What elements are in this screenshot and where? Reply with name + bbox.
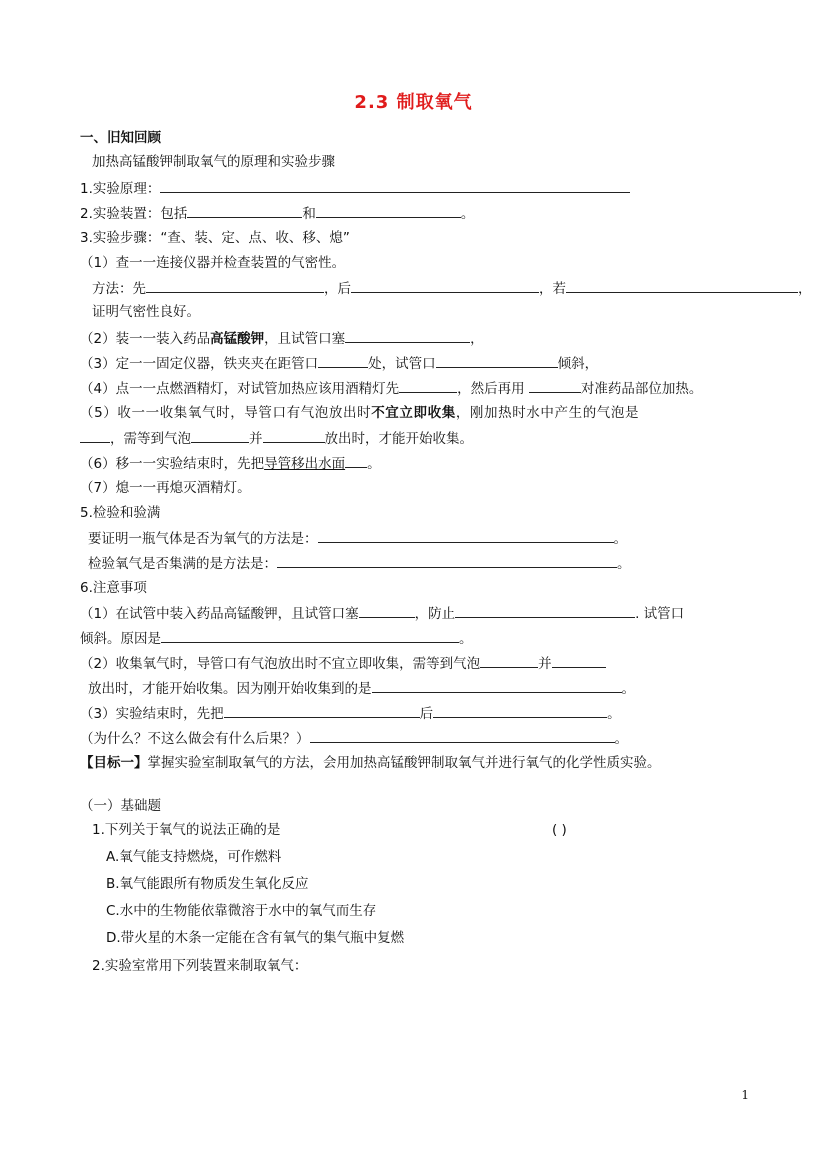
blank-light-1[interactable] [399, 378, 457, 393]
blank-note2-3[interactable] [372, 678, 622, 693]
method-line: 方法：先 ，后 ，若 ， [92, 278, 812, 299]
note-1: （1）在试管中装入药品高锰酸钾，且试管口塞 ，防止 . 试管口 [80, 603, 684, 624]
item-verify: 5.检验和验满 [80, 505, 161, 521]
blank-note3-2[interactable] [433, 703, 607, 718]
step-load: （2）装一一装入药品高锰酸钾，且试管口塞 ， [80, 328, 484, 349]
note-2-cont: 放出时，才能开始收集。因为刚开始收集到的是 。 [88, 678, 635, 699]
page-number: 1 [741, 1088, 749, 1102]
blank-principle[interactable] [160, 178, 630, 193]
goal-label: 【目标一】 [80, 755, 148, 771]
blank-note1-1[interactable] [359, 603, 415, 618]
blank-note2-2[interactable] [552, 653, 606, 668]
blank-light-2[interactable] [529, 378, 581, 393]
section-heading-review: 一、旧知回顾 [80, 130, 161, 146]
step-fix: （3）定一一固定仪器，铁夹夹在距管口 处，试管口 倾斜， [80, 353, 598, 374]
item-apparatus: 2.实验装置：包括 和 。 [80, 203, 474, 224]
blank-note3-1[interactable] [224, 703, 420, 718]
blank-fix-1[interactable] [318, 353, 368, 368]
blank-collect-3[interactable] [263, 428, 325, 443]
answer-paren[interactable]: ( ) [552, 822, 567, 838]
option-d[interactable]: D.带火星的木条一定能在含有氧气的集气瓶中复燃 [106, 930, 405, 946]
blank-note1-3[interactable] [161, 628, 459, 643]
step-light: （4）点一一点燃酒精灯，对试管加热应该用酒精灯先 ，然后再用 对准药品部位加热。 [80, 378, 702, 399]
blank-method-1[interactable] [146, 278, 324, 293]
note-2: （2）收集氧气时，导管口有气泡放出时不宜立即收集，需等到气泡 并 [80, 653, 606, 674]
item-notes: 6.注意事项 [80, 580, 147, 596]
basic-heading: （一）基础题 [80, 798, 161, 814]
review-intro: 加热高锰酸钾制取氧气的原理和实验步骤 [92, 154, 335, 170]
note-3-question: （为什么？不这么做会有什么后果？） 。 [80, 728, 628, 749]
step-collect: （5）收一一收集氧气时，导管口有气泡放出时不宜立即收集，刚加热时水中产生的气泡是 [80, 405, 640, 421]
verify-full: 检验氧气是否集满的是方法是： 。 [88, 553, 631, 574]
step-check: （1）查一一连接仪器并检查装置的气密性。 [80, 255, 346, 271]
option-a[interactable]: A.氧气能支持燃烧，可作燃料 [106, 849, 282, 865]
blank-load[interactable] [345, 328, 470, 343]
note-1-cont: 倾斜。原因是 。 [80, 628, 473, 649]
question-2: 2.实验室常用下列装置来制取氧气： [92, 958, 308, 974]
blank-apparatus-1[interactable] [187, 203, 302, 218]
question-1: 1.下列关于氧气的说法正确的是 [92, 822, 281, 838]
blank-collect-1[interactable] [80, 428, 110, 443]
blank-note2-1[interactable] [480, 653, 538, 668]
filled-answer: 导管移出水面 [264, 456, 346, 472]
method-end: 证明气密性良好。 [92, 304, 200, 320]
option-b[interactable]: B.氧气能跟所有物质发生氧化反应 [106, 876, 309, 892]
verify-oxygen: 要证明一瓶气体是否为氧气的方法是： 。 [88, 528, 627, 549]
blank-note3-3[interactable] [310, 728, 615, 743]
blank-method-3[interactable] [566, 278, 798, 293]
item-principle: 1.实验原理： [80, 178, 630, 199]
note-3: （3）实验结束时，先把 后 。 [80, 703, 621, 724]
step-move: （6）移一一实验结束时，先把导管移出水面 。 [80, 453, 381, 474]
step-extinguish: （7）熄一一再熄灭酒精灯。 [80, 480, 251, 496]
goal-text: 掌握实验室制取氧气的方法，会用加热高锰酸钾制取氧气并进行氧气的化学性质实验。 [147, 755, 661, 771]
blank-verify-1[interactable] [318, 528, 614, 543]
page-title: 2.3 制取氧气 [354, 92, 473, 113]
option-c[interactable]: C.水中的生物能依靠微溶于水中的氧气而生存 [106, 903, 377, 919]
item-steps: 3.实验步骤：“查、装、定、点、收、移、熄” [80, 230, 350, 246]
blank-move-tail [345, 453, 367, 468]
blank-apparatus-2[interactable] [316, 203, 461, 218]
blank-method-2[interactable] [351, 278, 539, 293]
blank-note1-2[interactable] [455, 603, 635, 618]
blank-verify-2[interactable] [277, 553, 617, 568]
blank-collect-2[interactable] [191, 428, 249, 443]
blank-fix-2[interactable] [436, 353, 558, 368]
goal-one [80, 753, 661, 773]
step-collect-2: ，需等到气泡 并 放出时，才能开始收集。 [80, 428, 473, 449]
